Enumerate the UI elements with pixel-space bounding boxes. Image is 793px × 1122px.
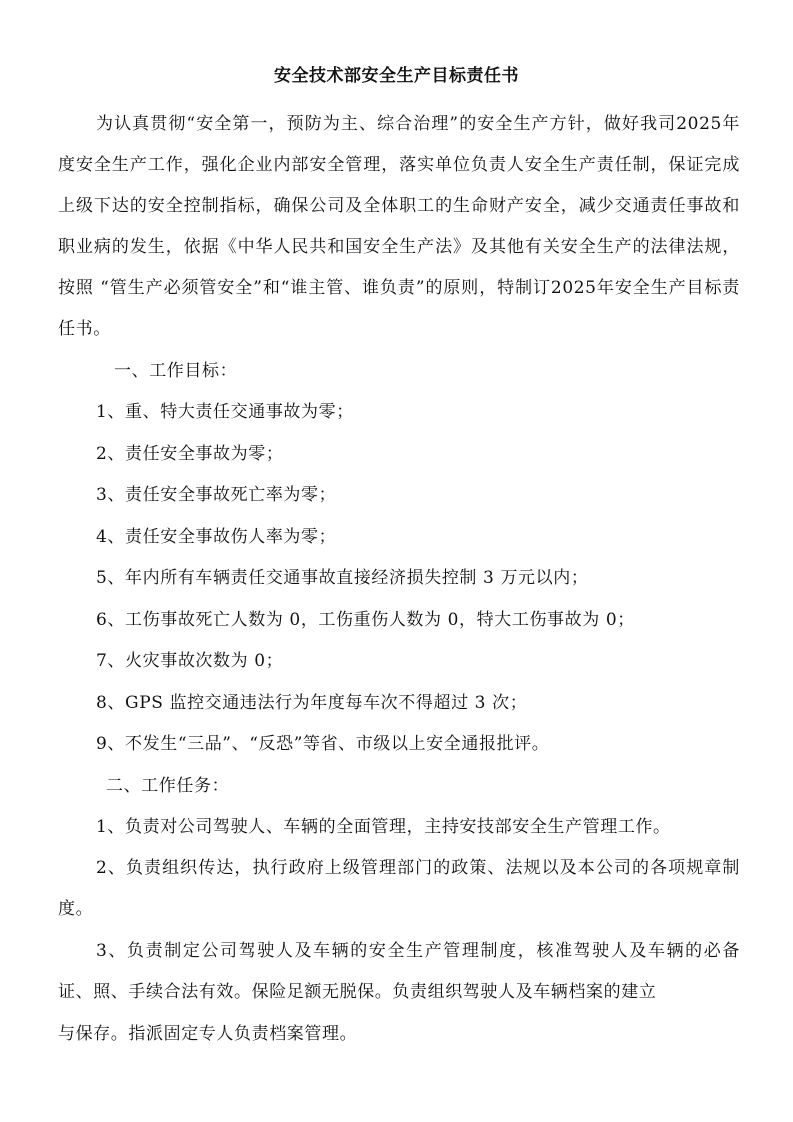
goal-item-5: 5、年内所有车辆责任交通事故直接经济损失控制 3 万元以内； [96,568,589,588]
section-heading-tasks: 二、工作任务： [106,776,230,796]
goal-item-3: 3、责任安全事故死亡率为零； [96,485,337,505]
goal-item-1: 1、重、特大责任交通事故为零； [96,402,354,422]
goal-item-8: 8、GPS 监控交通违法行为年度每车次不得超过 3 次； [96,693,528,713]
task-item-3: 3、负责制定公司驾驶人及车辆的安全生产管理制度，核准驾驶人及车辆的必备证、照、手续合法有效。保险足额无脱保。负责组织驾驶人及车辆档案的建立 [58,941,740,1002]
task-item-3-continued: 与保存。指派固定专人负责档案管理。 [58,1024,358,1044]
goal-item-9: 9、不发生“三品”、“反恐”等省、市级以上安全通报批评。 [96,734,550,754]
document-title: 安全技术部安全生产目标责任书 [274,66,519,86]
intro-paragraph: 为认真贯彻“安全第一，预防为主、综合治理”的安全生产方针，做好我司2025年度安全生产工作，强化企业内部安全管理，落实单位负责人安全生产责任制，保证完成上级下达的安全控制指标，确保公司及全体职工的生命财产安全，减少交通责任事故和职业病的发生，依据《中华人民共和国安全生产法》及其他有关安全生产的法律法规，按照 “管生产必须管安全”和“谁主管、谁负责”的原则，特制订2025年安全生产目标责任书。 [58,114,740,339]
goal-item-7: 7、火灾事故次数为 0； [96,651,284,671]
goal-item-6: 6、工伤事故死亡人数为 0，工伤重伤人数为 0，特大工伤事故为 0； [96,610,635,630]
goal-item-2: 2、责任安全事故为零； [96,444,284,464]
task-item-2: 2、负责组织传达，执行政府上级管理部门的政策、法规以及本公司的各项规章制度。 [58,858,740,919]
task-item-1: 1、负责对公司驾驶人、车辆的全面管理，主持安技部安全生产管理工作。 [96,817,671,837]
section-heading-goals: 一、工作目标： [114,361,238,381]
goal-item-4: 4、责任安全事故伤人率为零； [96,527,337,547]
